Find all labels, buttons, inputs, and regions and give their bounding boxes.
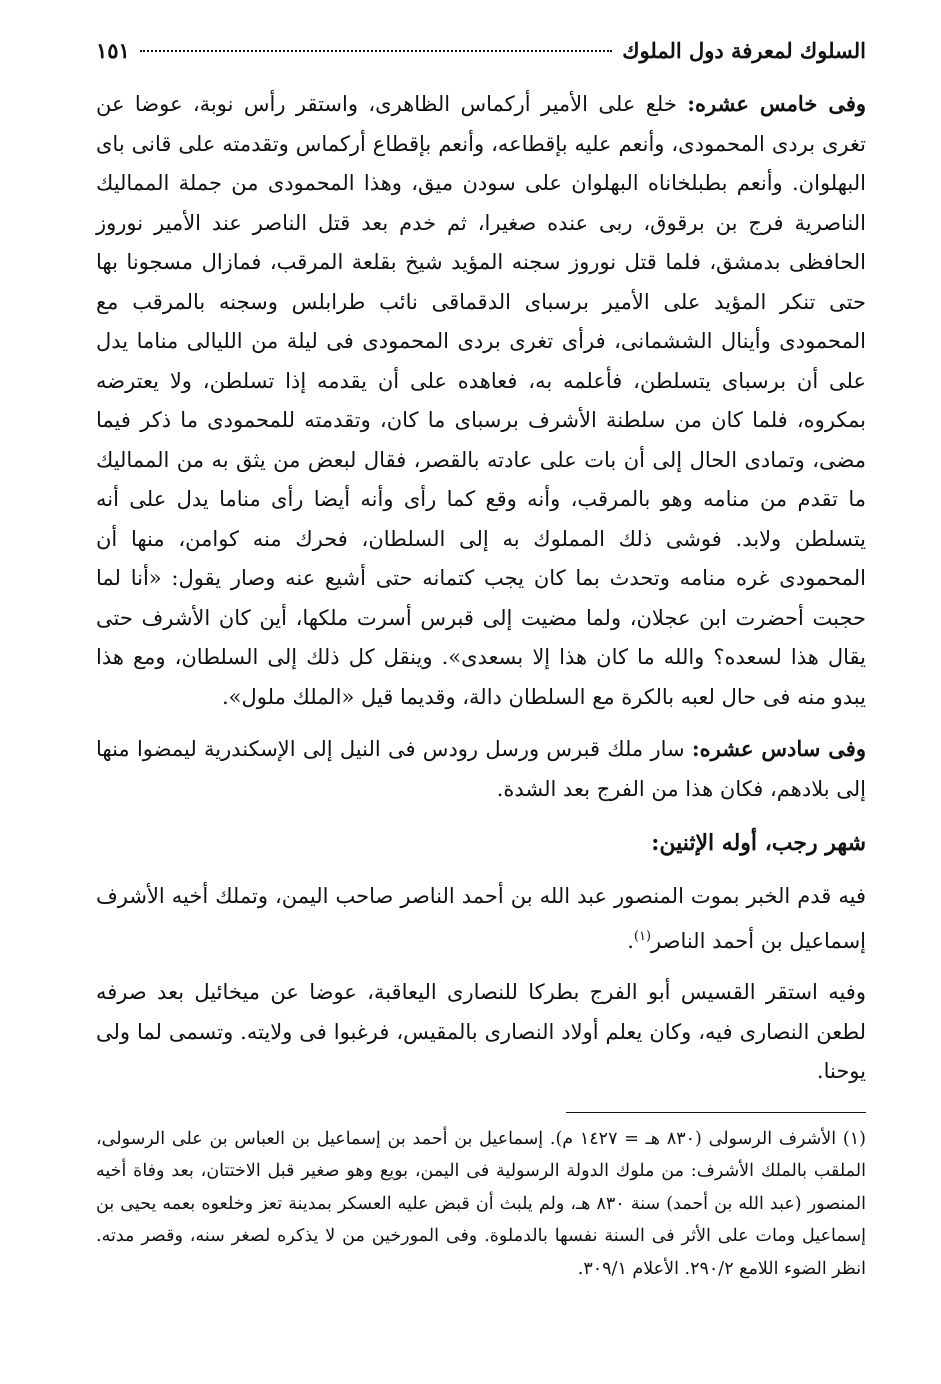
paragraph-text: وفيه استقر القسيس أبو الفرج بطركا للنصارى اليعاقبة، عوضا عن ميخائيل بعد صرفه لطعن النصارى فيه، وكان يعلم أولاد النصارى بالمقيس، فرغبوا فى ولايته. وتسمى لما ولى يوحنا. [96, 980, 866, 1083]
footnote-divider [566, 1112, 866, 1113]
paragraph-rajab-1 [96, 877, 866, 961]
footnote: (١) الأشرف الرسولى (٨٣٠ هـ = ١٤٢٧ م). إسماعيل بن أحمد بن إسماعيل بن العباس بن على الرسولى، الملقب بالملك الأشرف: من ملوك الدولة الرسولية فى اليمن، بويع وهو صغير قبل الاختتان، بعد وفاة أخيه المنصور (عبد الله بن أحمد) سنة ٨٣٠ هـ، ولم يلبث أن قبض عليه العسكر بمدينة تعز وخلعوه بعمه يحيى بن إسماعيل ومات على الأثر فى السنة نفسها بالدملوة. وفى المورخين من لا يذكره لصغر سنه، وقصر مدته. انظر الضوء اللامع ٢٩٠/٢. الأعلام ٣٠٩/١. [96, 1128, 866, 1279]
paragraph-text: خلع على الأمير أركماس الظاهرى، واستقر رأس نوبة، عوضا عن تغرى بردى المحمودى، وأنعم عليه بإقطاعه، وأنعم بإقطاع أركماس وتقدمته على قانى باى البهلوان. وأنعم بطبلخاناه البهلوان على سودن ميق، وهذا المحمودى من جملة المماليك الناصرية فرج بن برقوق، ربى عنده صغيرا، ثم خدم بعد قتل الناصر عند الأمير نوروز الحافظى بدمشق، فلما قتل نوروز سجنه المؤيد شيخ بقلعة المرقب، فمازال مسجونا بها حتى تنكر المؤيد على الأمير برسباى الدقماقى نائب طرابلس وسجنه بالمرقب مع المحمودى وأينال الششمانى، فرأى تغرى بردى المحمودى فى ليلة من الليالى مناما يدل على أن برسباى يتسلطن، فأعلمه به، فعاهده على أن يقدمه إذا تسلطن، ولا يعترضه بمكروه، فلما كان من سلطنة الأشرف برسباى ما كان، وتقدمته للمحمودى ما ذكر فيما مضى، وتمادى الحال إلى أن بات على عادته بالقصر، فقال لبعض من يثق به من المماليك ما تقدم من منامه وهو بالمرقب، وأنه وقع كما رأى وأنه أيضا رأى مناما يدل على أنه يتسلطن ولابد. فوشى ذلك المملوك به إلى السلطان، فحرك منه كوامن، منها أن المحمودى غره منامه وتحدث بما كان يجب كتمانه حتى أشيع عنه وصار يقول: «أنا لما حجبت أحضرت ابن عجلان، ولما مضيت إلى قبرس أسرت ملكها، أين كان الأشرف حتى يقال هذا لسعده؟ والله ما كان هذا إلا بسعدى». وينقل كل ذلك إلى السلطان، ومع هذا يبدو منه فى حال لعبه بالكرة مع السلطان دالة، وقديما قيل «الملك ملول». [96, 92, 866, 709]
leader-dots [140, 50, 612, 52]
paragraph-16th [96, 729, 866, 809]
paragraph-text: سار ملك قبرس ورسل رودس فى النيل إلى الإسكندرية ليمضوا منها إلى بلادهم، فكان هذا من الفرج بعد الشدة. [96, 737, 866, 801]
paragraph-end: . [627, 928, 634, 953]
paragraph-15th [96, 84, 866, 717]
section-heading-rajab: شهر رجب، أوله الإثنين: [651, 830, 866, 856]
paragraph-rajab-2 [96, 973, 866, 1092]
page-number: ١٥١ [96, 38, 130, 63]
running-header [96, 38, 866, 84]
paragraph-text: فيه قدم الخبر بموت المنصور عبد الله بن أحمد الناصر صاحب اليمن، وتملك أخيه الأشرف إسماعيل بن أحمد الناصر [96, 884, 866, 953]
footnote-ref[interactable]: (١) [633, 928, 652, 944]
paragraph-lead: وفى سادس عشره: [691, 736, 866, 761]
paragraph-lead: وفى خامس عشره: [687, 91, 866, 116]
book-page [96, 38, 866, 1285]
book-title: السلوك لمعرفة دول الملوك [622, 38, 866, 63]
